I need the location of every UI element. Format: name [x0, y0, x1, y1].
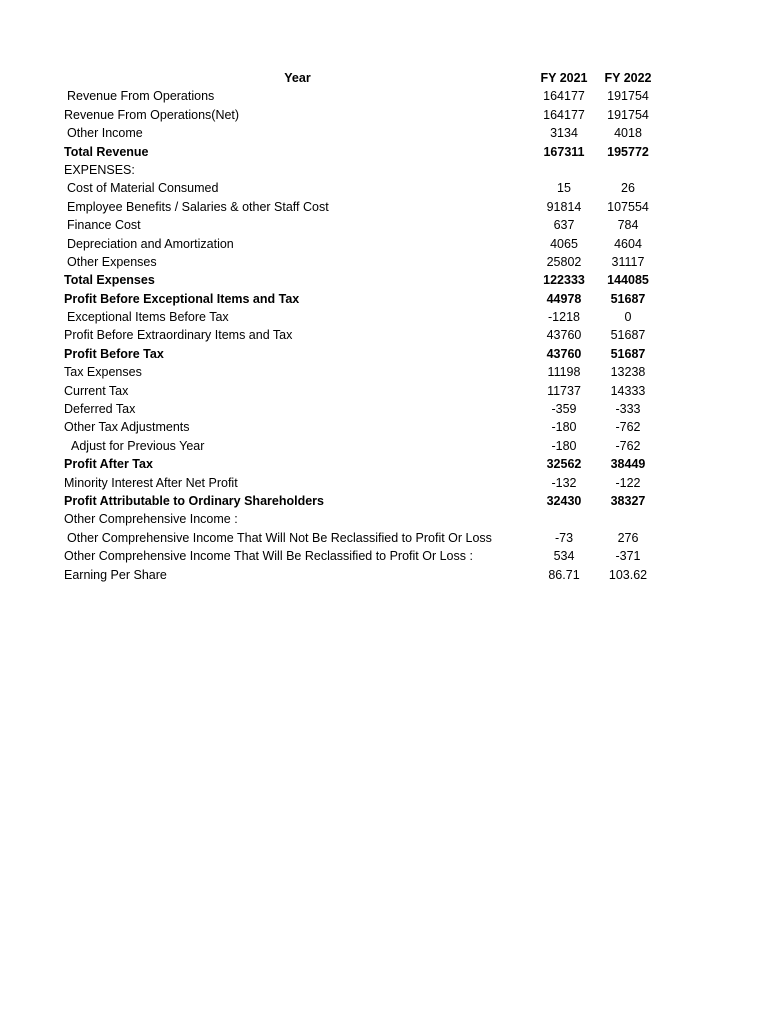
fy2021-value: 86.71 — [548, 567, 580, 582]
row-profit-before-exceptional-items — [0, 290, 768, 308]
row-expenses-heading — [0, 161, 768, 179]
fy2021-value: 4065 — [550, 236, 578, 251]
row-profit-after-tax — [0, 455, 768, 473]
row-label: Profit Before Exceptional Items and Tax — [64, 291, 300, 306]
row-label: Other Expenses — [67, 254, 157, 269]
fy2021-value: 32430 — [546, 493, 582, 508]
fy2021-value: 637 — [553, 218, 575, 233]
fy2022-value: 51687 — [610, 346, 646, 361]
fy2022-value: -371 — [615, 549, 641, 564]
row-label: Revenue From Operations — [67, 89, 215, 104]
row-label: Other Comprehensive Income : — [64, 512, 238, 527]
year-header: Year — [284, 71, 311, 85]
row-adjust-previous-year — [0, 437, 768, 455]
fy2022-value: 276 — [617, 530, 639, 545]
row-label: Revenue From Operations(Net) — [64, 107, 240, 122]
row-label: Minority Interest After Net Profit — [64, 475, 238, 490]
row-label: Profit Before Tax — [64, 346, 164, 361]
fy2022-value: 4604 — [614, 236, 642, 251]
row-label: Cost of Material Consumed — [67, 181, 219, 196]
row-depreciation-amortization — [0, 235, 768, 253]
row-label: Employee Benefits / Salaries & other Staff Cost — [67, 199, 329, 214]
fy2022-value: 26 — [621, 181, 635, 196]
fy2022-value: 103.62 — [608, 567, 648, 582]
row-employee-benefits — [0, 198, 768, 216]
fy2022-value: 195772 — [607, 144, 649, 159]
fy2021-value: 32562 — [546, 457, 582, 472]
fy2021-value: -1218 — [548, 310, 580, 325]
row-total-revenue — [0, 143, 768, 161]
fy2021-value: 11737 — [547, 383, 581, 398]
fy2021-value: 15 — [557, 181, 571, 196]
row-other-income — [0, 124, 768, 142]
row-label: Exceptional Items Before Tax — [67, 310, 229, 325]
fy2022-value: -762 — [615, 438, 641, 453]
fy2021-value: -359 — [551, 402, 577, 417]
row-revenue-from-operations-net — [0, 106, 768, 124]
fy2022-value: 191754 — [607, 89, 649, 104]
row-label: Other Income — [67, 126, 143, 141]
fy2022-header: FY 2022 — [604, 71, 652, 85]
fy2022-value: 191754 — [607, 107, 649, 122]
fy2021-value: 43760 — [546, 328, 582, 343]
row-oci-not-reclassified — [0, 529, 768, 547]
row-profit-attributable-shareholders — [0, 492, 768, 510]
row-tax-expenses — [0, 363, 768, 381]
row-revenue-from-operations — [0, 87, 768, 105]
fy2021-value: 534 — [553, 549, 575, 564]
fy2022-value: 13238 — [610, 365, 646, 380]
row-finance-cost — [0, 216, 768, 234]
fy2022-value: 31117 — [611, 254, 645, 269]
income-statement-table — [0, 69, 768, 584]
fy2022-value: 144085 — [607, 273, 649, 288]
row-label: Adjust for Previous Year — [71, 438, 205, 453]
fy2021-value: -73 — [554, 530, 574, 545]
fy2021-value: -180 — [551, 438, 577, 453]
row-profit-before-tax — [0, 345, 768, 363]
row-earning-per-share — [0, 566, 768, 584]
row-other-tax-adjustments — [0, 418, 768, 436]
fy2021-value: 164177 — [543, 89, 585, 104]
fy2021-value: 91814 — [546, 199, 582, 214]
row-total-expenses — [0, 271, 768, 289]
fy2022-value: 4018 — [614, 126, 642, 141]
fy2022-value: 107554 — [607, 199, 649, 214]
fy2022-value: 784 — [617, 218, 639, 233]
fy2022-value: 14333 — [610, 383, 646, 398]
row-label: Other Tax Adjustments — [64, 420, 190, 435]
row-cost-of-material-consumed — [0, 179, 768, 197]
row-label: Earning Per Share — [64, 567, 167, 582]
fy2021-value: 167311 — [543, 144, 585, 159]
row-label: Depreciation and Amortization — [67, 236, 234, 251]
fy2022-value: 0 — [624, 310, 632, 325]
row-oci-reclassified — [0, 547, 768, 565]
fy2021-value: 25802 — [546, 254, 582, 269]
row-label: Total Expenses — [64, 273, 155, 288]
row-label: Current Tax — [64, 383, 129, 398]
row-exceptional-items — [0, 308, 768, 326]
fy2021-value: 11198 — [547, 365, 581, 380]
fy2021-value: 164177 — [543, 107, 585, 122]
fy2021-value: 122333 — [543, 273, 585, 288]
row-other-comprehensive-income-heading — [0, 510, 768, 528]
row-label: Other Comprehensive Income That Will Be Reclassified to Profit Or Loss : — [64, 549, 473, 564]
row-minority-interest — [0, 474, 768, 492]
fy2021-header: FY 2021 — [540, 71, 588, 85]
row-profit-before-extraordinary-items — [0, 326, 768, 344]
fy2022-value: 38449 — [610, 457, 646, 472]
row-label: Finance Cost — [67, 218, 141, 233]
fy2022-value: -762 — [615, 420, 641, 435]
row-deferred-tax — [0, 400, 768, 418]
row-label: EXPENSES: — [64, 162, 135, 177]
fy2021-value: -180 — [551, 420, 577, 435]
row-label: Other Comprehensive Income That Will Not Be Reclassified to Profit Or Loss — [67, 530, 492, 545]
fy2021-value: 3134 — [550, 126, 578, 141]
row-label: Profit Attributable to Ordinary Shareholders — [64, 493, 324, 508]
row-label: Profit Before Extraordinary Items and Tax — [64, 328, 293, 343]
fy2021-value: 44978 — [546, 291, 582, 306]
fy2022-value: -333 — [615, 402, 641, 417]
row-label: Deferred Tax — [64, 402, 136, 417]
row-other-expenses — [0, 253, 768, 271]
row-current-tax — [0, 382, 768, 400]
fy2021-value: 43760 — [546, 346, 582, 361]
row-label: Profit After Tax — [64, 457, 153, 472]
fy2022-value: 51687 — [610, 328, 646, 343]
fy2022-value: 51687 — [610, 291, 646, 306]
fy2022-value: -122 — [615, 475, 641, 490]
header-row — [0, 69, 768, 87]
fy2022-value: 38327 — [610, 493, 646, 508]
row-label: Total Revenue — [64, 144, 149, 159]
fy2021-value: -132 — [551, 475, 577, 490]
row-label: Tax Expenses — [64, 365, 142, 380]
